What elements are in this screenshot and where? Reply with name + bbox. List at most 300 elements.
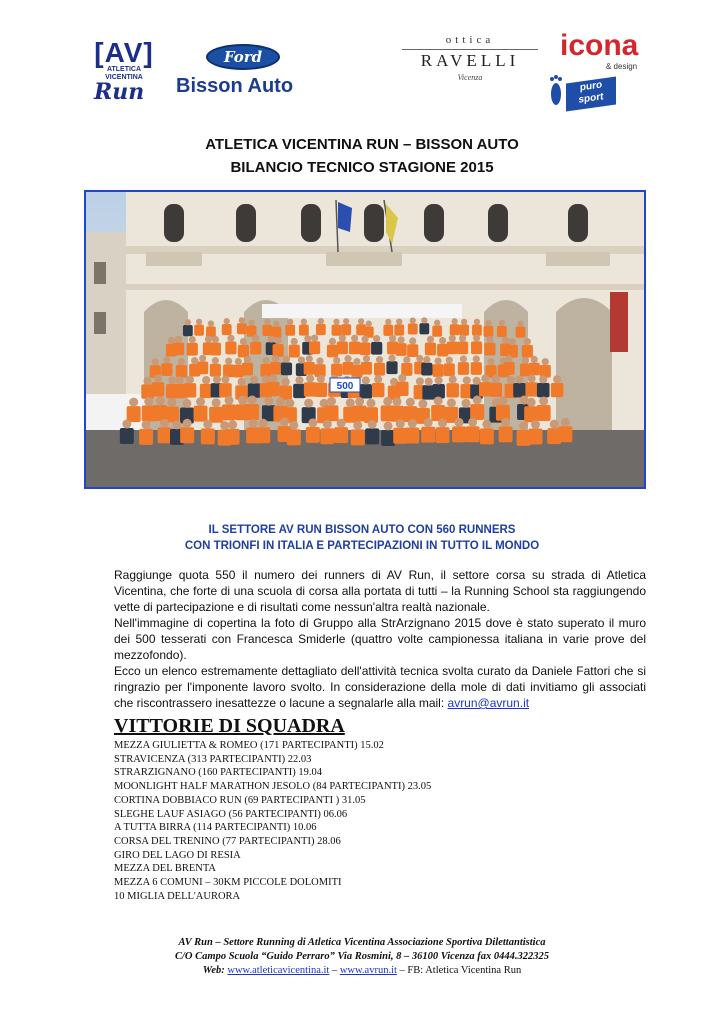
photo-bib-number: 500 xyxy=(336,381,354,392)
runner-head xyxy=(224,318,230,324)
runner-shirt xyxy=(405,427,419,443)
runner-shirt xyxy=(287,429,301,445)
runner-shirt xyxy=(260,364,271,377)
runner-shirt xyxy=(484,326,494,337)
runner-head xyxy=(269,374,277,382)
runner-shirt xyxy=(201,428,215,444)
runner-head xyxy=(361,336,368,343)
runner-head xyxy=(199,355,206,362)
runner-head xyxy=(213,375,221,383)
runner-shirt xyxy=(158,427,172,443)
runner-head xyxy=(264,397,273,406)
footer-facebook: – FB: Atletica Vicentina Run xyxy=(396,965,522,976)
runner-shirt xyxy=(197,362,208,375)
footer-line3 xyxy=(0,964,724,977)
runner-shirt xyxy=(516,327,526,338)
footer-link-atleticavicentina[interactable]: www.atleticavicentina.it xyxy=(227,965,330,976)
runner-head xyxy=(178,358,185,365)
ottica-logo-line1: ottica xyxy=(445,34,495,46)
runner-shirt xyxy=(304,362,315,375)
runner-head xyxy=(228,420,237,429)
runner-head xyxy=(505,355,512,362)
runner-shirt xyxy=(374,363,385,376)
runner-head xyxy=(388,355,395,362)
runner-shirt xyxy=(194,406,208,422)
runner-head xyxy=(461,319,467,325)
runner-head xyxy=(304,399,313,408)
runner-head xyxy=(473,355,480,362)
runner-head xyxy=(358,318,364,324)
runner-shirt xyxy=(537,383,550,397)
av-logo-run: Run xyxy=(94,79,145,105)
runner-shirt xyxy=(332,325,342,336)
runner-head xyxy=(376,356,383,363)
runner-head xyxy=(212,357,219,364)
runner-head xyxy=(249,419,258,428)
runner-head xyxy=(308,418,317,427)
runner-head xyxy=(333,357,340,364)
runner-head xyxy=(482,420,491,429)
runner-head xyxy=(398,336,405,343)
runner-head xyxy=(163,356,170,363)
runner-head xyxy=(142,420,151,429)
runner-head xyxy=(383,397,392,406)
runner-shirt xyxy=(152,382,165,396)
footer-line1: AV Run – Settore Running di Atletica Vicentina Associazione Sportiva Dilettantistica xyxy=(178,937,546,948)
runner-head xyxy=(363,355,370,362)
runner-head xyxy=(275,337,282,344)
runner-head xyxy=(517,321,523,327)
runner-head xyxy=(208,320,214,326)
runner-head xyxy=(238,396,247,405)
runner-head xyxy=(418,399,427,408)
runner-shirt xyxy=(524,406,538,422)
runner-head xyxy=(522,357,529,364)
runner-head xyxy=(373,335,380,342)
runner-head xyxy=(423,356,430,363)
icona-logo-sub: & design xyxy=(606,62,638,71)
runner-head xyxy=(351,335,358,342)
runner-head xyxy=(384,421,393,430)
runner-head xyxy=(374,375,382,383)
runner-head xyxy=(306,375,314,383)
victories-heading: VITTORIE DI SQUADRA xyxy=(114,715,345,737)
runner-head xyxy=(337,419,346,428)
av-logo-sub1: ATLETICA xyxy=(106,66,142,73)
runner-shirt xyxy=(223,364,234,377)
runner-shirt xyxy=(372,383,385,397)
runner-shirt xyxy=(393,428,407,444)
runner-shirt xyxy=(219,383,232,397)
runner-shirt xyxy=(306,427,320,443)
runner-shirt xyxy=(383,325,393,336)
runner-shirt xyxy=(365,428,379,444)
runner-shirt xyxy=(447,342,458,355)
runner-shirt xyxy=(238,345,249,358)
runner-shirt xyxy=(267,382,280,396)
runner-shirt xyxy=(250,342,261,355)
victory-item: STRARZIGNANO (160 PARTECIPANTI) 19.04 xyxy=(114,767,323,779)
runner-head xyxy=(306,355,313,362)
runner-shirt xyxy=(407,344,418,357)
runner-shirt xyxy=(176,365,187,378)
document-title-line1: ATLETICA VICENTINA RUN – BISSON AUTO xyxy=(205,136,519,153)
runner-shirt xyxy=(299,324,309,335)
runner-shirt xyxy=(401,363,412,376)
runner-shirt xyxy=(242,363,253,376)
runner-shirt xyxy=(471,362,482,375)
runner-shirt xyxy=(281,362,292,375)
contact-email-link[interactable]: avrun@avrun.it xyxy=(447,696,530,710)
runner-shirt xyxy=(180,427,194,443)
runner-head xyxy=(425,378,433,386)
runner-shirt xyxy=(529,363,540,376)
runner-head xyxy=(366,399,375,408)
runner-head xyxy=(385,319,391,325)
puro-logo-line1: puro xyxy=(579,79,603,94)
puro-sport-logo xyxy=(566,76,616,111)
runner-shirt xyxy=(432,326,442,337)
runner-head xyxy=(144,397,153,406)
runner-head xyxy=(528,375,536,383)
runner-head xyxy=(353,421,362,430)
runner-head xyxy=(542,358,549,365)
runner-shirt xyxy=(200,384,213,398)
group-photo-illustration xyxy=(86,192,644,487)
runner-head xyxy=(487,358,494,365)
runner-head xyxy=(434,357,441,364)
runner-shirt xyxy=(337,341,348,354)
runner-shirt xyxy=(480,428,494,444)
runner-head xyxy=(451,318,457,324)
runner-head xyxy=(227,335,234,342)
runner-shirt xyxy=(183,325,193,336)
runner-head xyxy=(346,398,355,407)
runner-head xyxy=(175,336,182,343)
runner-head xyxy=(291,338,298,345)
footer-link-avrun[interactable]: www.avrun.it xyxy=(339,965,397,976)
runner-shirt xyxy=(325,405,339,421)
runner-shirt xyxy=(222,324,232,335)
runner-shirt xyxy=(444,363,455,376)
runner-head xyxy=(396,419,405,428)
runner-head xyxy=(553,375,561,383)
runner-shirt xyxy=(320,428,334,444)
runner-shirt xyxy=(226,429,240,445)
runner-shirt xyxy=(341,324,351,335)
runner-head xyxy=(434,396,443,405)
runner-head xyxy=(240,338,247,345)
runner-shirt xyxy=(194,325,204,336)
runner-head xyxy=(252,335,259,342)
runner-head xyxy=(531,356,538,363)
runner-shirt xyxy=(309,341,320,354)
runner-head xyxy=(317,375,325,383)
runner-shirt xyxy=(285,325,295,336)
runner-head xyxy=(438,419,447,428)
runner-head xyxy=(403,356,410,363)
runner-shirt xyxy=(245,404,259,420)
runner-head xyxy=(449,375,457,383)
runner-shirt xyxy=(522,345,533,358)
runner-shirt xyxy=(450,324,460,335)
icona-logo: icona xyxy=(560,29,639,62)
runner-shirt xyxy=(334,427,348,443)
runner-shirt xyxy=(551,383,564,397)
runner-shirt xyxy=(222,404,236,420)
runner-head xyxy=(507,376,515,384)
runner-shirt xyxy=(458,362,469,375)
runner-head xyxy=(239,317,245,323)
runner-shirt xyxy=(497,326,507,337)
runner-head xyxy=(515,375,523,383)
runner-shirt xyxy=(499,426,513,442)
runner-head xyxy=(185,319,191,325)
runner-head xyxy=(225,358,232,365)
ravelli-logo: RAVELLI xyxy=(420,51,520,70)
section-heading-line2: CON TRIONFI IN ITALIA E PARTECIPAZIONI IN TUTTO IL MONDO xyxy=(184,540,540,552)
runner-head xyxy=(406,398,415,407)
runner-shirt xyxy=(270,362,281,375)
runner-shirt xyxy=(436,427,450,443)
runner-head xyxy=(259,419,268,428)
runner-shirt xyxy=(503,362,514,375)
runner-head xyxy=(196,397,205,406)
runner-head xyxy=(353,358,360,365)
runner-shirt xyxy=(273,344,284,357)
runner-shirt xyxy=(431,405,445,421)
runner-head xyxy=(225,396,234,405)
runner-head xyxy=(323,420,332,429)
victory-item: CORTINA DOBBIACO RUN (69 PARTECIPANTI ) 31.05 xyxy=(114,794,366,806)
runner-head xyxy=(156,397,165,406)
runner-head xyxy=(389,335,396,342)
runner-shirt xyxy=(513,383,526,397)
runner-head xyxy=(289,421,298,430)
runner-shirt xyxy=(419,323,429,334)
runner-head xyxy=(205,335,212,342)
runner-head xyxy=(298,356,305,363)
runner-head xyxy=(244,356,251,363)
runner-shirt xyxy=(209,407,223,423)
runner-shirt xyxy=(161,363,172,376)
runner-head xyxy=(499,320,505,326)
runner-shirt xyxy=(396,382,409,396)
runner-head xyxy=(339,335,346,342)
runner-head xyxy=(439,337,446,344)
runner-head xyxy=(129,398,138,407)
runner-head xyxy=(183,419,192,428)
runner-head xyxy=(446,357,453,364)
runner-shirt xyxy=(359,342,370,355)
runner-shirt xyxy=(394,324,404,335)
av-run-logo xyxy=(90,38,158,104)
runner-head xyxy=(410,317,416,323)
runner-head xyxy=(144,377,152,385)
runner-head xyxy=(304,335,311,342)
runner-head xyxy=(474,319,480,325)
victories-list xyxy=(114,739,431,903)
runner-head xyxy=(172,420,181,429)
runner-head xyxy=(268,335,275,342)
body-paragraph-3-text: Ecco un elenco estremamente dettagliato dell'attività tecnica svolta curato da Daniele Fattori che si ringrazio per l'imponente lavoro svolto. In considerazione della mole di dati invitiamo gli associati che riscontrassero inesattezze o lacune a segnalarle alla mail: xyxy=(114,664,646,710)
footprint-icon xyxy=(548,74,564,108)
runner-head xyxy=(202,376,210,384)
runner-shirt xyxy=(351,429,365,445)
runner-head xyxy=(237,378,245,386)
runner-shirt xyxy=(327,345,338,358)
runner-head xyxy=(295,376,303,384)
runner-head xyxy=(221,375,229,383)
runner-head xyxy=(212,398,221,407)
runner-head xyxy=(524,338,531,345)
runner-head xyxy=(152,358,159,365)
runner-head xyxy=(421,317,427,323)
runner-head xyxy=(250,376,258,384)
body-paragraph-2: Nell'immagine di copertina la foto di Gruppo alla StrArzignano 2015 dove è stato superato il muro dei 500 tesserati con Francesca Smiderle (quattro volte campionessa italiana in varie prove del mezzofondo). xyxy=(114,616,646,662)
runner-shirt xyxy=(225,342,236,355)
runner-shirt xyxy=(390,406,404,422)
runner-head xyxy=(501,418,510,427)
runner-shirt xyxy=(349,341,360,354)
runner-head xyxy=(392,397,401,406)
runner-shirt xyxy=(446,383,459,397)
runner-head xyxy=(509,338,516,345)
runner-head xyxy=(283,356,290,363)
runner-head xyxy=(473,335,480,342)
runner-shirt xyxy=(484,343,495,356)
runner-shirt xyxy=(466,426,480,442)
runner-head xyxy=(527,398,536,407)
runner-head xyxy=(189,336,196,343)
ottica-logo-rule xyxy=(402,49,538,50)
runner-head xyxy=(449,335,456,342)
runner-head xyxy=(280,418,289,427)
victory-item: MOONLIGHT HALF MARATHON JESOLO (84 PARTECIPANTI) 23.05 xyxy=(114,781,432,793)
victory-item: MEZZA DEL BRENTA xyxy=(114,863,217,875)
runner-head xyxy=(248,320,254,326)
runner-head xyxy=(276,397,285,406)
runner-head xyxy=(539,397,548,406)
runner-shirt xyxy=(408,323,418,334)
runner-head xyxy=(550,420,559,429)
runner-head xyxy=(355,397,364,406)
runner-shirt xyxy=(210,364,221,377)
runner-head xyxy=(539,375,547,383)
runner-head xyxy=(301,319,307,325)
runner-shirt xyxy=(459,325,469,336)
runner-head xyxy=(468,418,477,427)
runner-head xyxy=(481,374,489,382)
footer-web-label: Web: xyxy=(202,965,228,976)
body-paragraph-3 xyxy=(114,663,646,711)
runner-shirt xyxy=(432,364,443,377)
footer-line2: C/O Campo Scuola “Guido Perraro” Via Rosmini, 8 – 36100 Vicenza fax 0444.322325 xyxy=(175,951,549,962)
runner-head xyxy=(212,336,219,343)
runner-head xyxy=(531,420,540,429)
runner-shirt xyxy=(452,426,466,442)
runner-head xyxy=(416,377,424,385)
runner-head xyxy=(460,355,467,362)
runner-head xyxy=(416,355,423,362)
runner-head xyxy=(396,318,402,324)
document-title-line2: BILANCIO TECNICO STAGIONE 2015 xyxy=(230,159,494,176)
victory-item: STRAVICENZA (313 PARTECIPANTI) 22.03 xyxy=(114,753,312,765)
runner-shirt xyxy=(371,342,382,355)
runner-shirt xyxy=(529,429,543,445)
runner-head xyxy=(176,376,184,384)
runner-shirt xyxy=(425,343,436,356)
runner-head xyxy=(424,418,433,427)
runner-head xyxy=(264,319,270,325)
bisson-auto-logo: Bisson Auto xyxy=(176,75,294,97)
runner-shirt xyxy=(262,325,272,336)
runner-shirt xyxy=(558,426,572,442)
runner-head xyxy=(282,378,290,386)
runner-head xyxy=(196,319,202,325)
runner-shirt xyxy=(187,343,198,356)
runner-shirt xyxy=(432,384,445,398)
runner-head xyxy=(248,396,257,405)
runner-shirt xyxy=(184,383,197,397)
runner-shirt xyxy=(127,406,141,422)
runner-shirt xyxy=(316,324,326,335)
runner-head xyxy=(473,396,482,405)
puro-logo-line2: sport xyxy=(578,91,604,106)
body-paragraph-1: Raggiunge quota 550 il numero dei runners di AV Run, il settore corsa su strada di Atletica Vicentina, che forte di una scuola di corsa alla portata di tutti – la Running School sta raggiungendo vette di partecipazione e di risultati come nessun'altra realtà nazionale. xyxy=(114,568,646,614)
ottica-logo-city: Vicenza xyxy=(457,73,483,82)
runner-head xyxy=(461,399,470,408)
group-photo xyxy=(84,190,646,489)
runner-head xyxy=(154,374,162,382)
runner-head xyxy=(122,419,131,428)
runner-head xyxy=(434,320,440,326)
runner-head xyxy=(408,419,417,428)
runner-shirt xyxy=(517,430,531,446)
runner-shirt xyxy=(437,344,448,357)
runner-shirt xyxy=(120,428,134,444)
victory-item: A TUTTA BIRRA (114 PARTECIPANTI) 10.06 xyxy=(114,822,317,834)
runner-head xyxy=(287,319,293,325)
victory-item: GIRO DEL LAGO DI RESIA xyxy=(114,849,241,861)
footer-separator: – xyxy=(329,965,340,976)
runner-shirt xyxy=(237,323,247,334)
runner-head xyxy=(311,334,318,341)
runner-head xyxy=(519,421,528,430)
runner-head xyxy=(316,357,323,364)
runner-shirt xyxy=(381,430,395,446)
runner-head xyxy=(459,335,466,342)
runner-head xyxy=(362,376,370,384)
runner-head xyxy=(485,320,491,326)
runner-head xyxy=(327,397,336,406)
runner-shirt xyxy=(256,427,270,443)
victory-item: CORSA DEL TRENINO (77 PARTECIPANTI) 28.06 xyxy=(114,835,341,847)
runner-head xyxy=(203,420,212,429)
runner-shirt xyxy=(537,405,551,421)
runner-head xyxy=(272,355,279,362)
runner-head xyxy=(447,398,456,407)
runner-head xyxy=(329,338,336,345)
runner-head xyxy=(398,374,406,382)
runner-head xyxy=(344,355,351,362)
runner-head xyxy=(333,319,339,325)
runner-head xyxy=(486,336,493,343)
runner-shirt xyxy=(496,405,510,421)
runner-head xyxy=(561,418,570,427)
runner-head xyxy=(368,420,377,429)
section-heading-line1: IL SETTORE AV RUN BISSON AUTO CON 560 RUNNERS xyxy=(208,524,516,536)
